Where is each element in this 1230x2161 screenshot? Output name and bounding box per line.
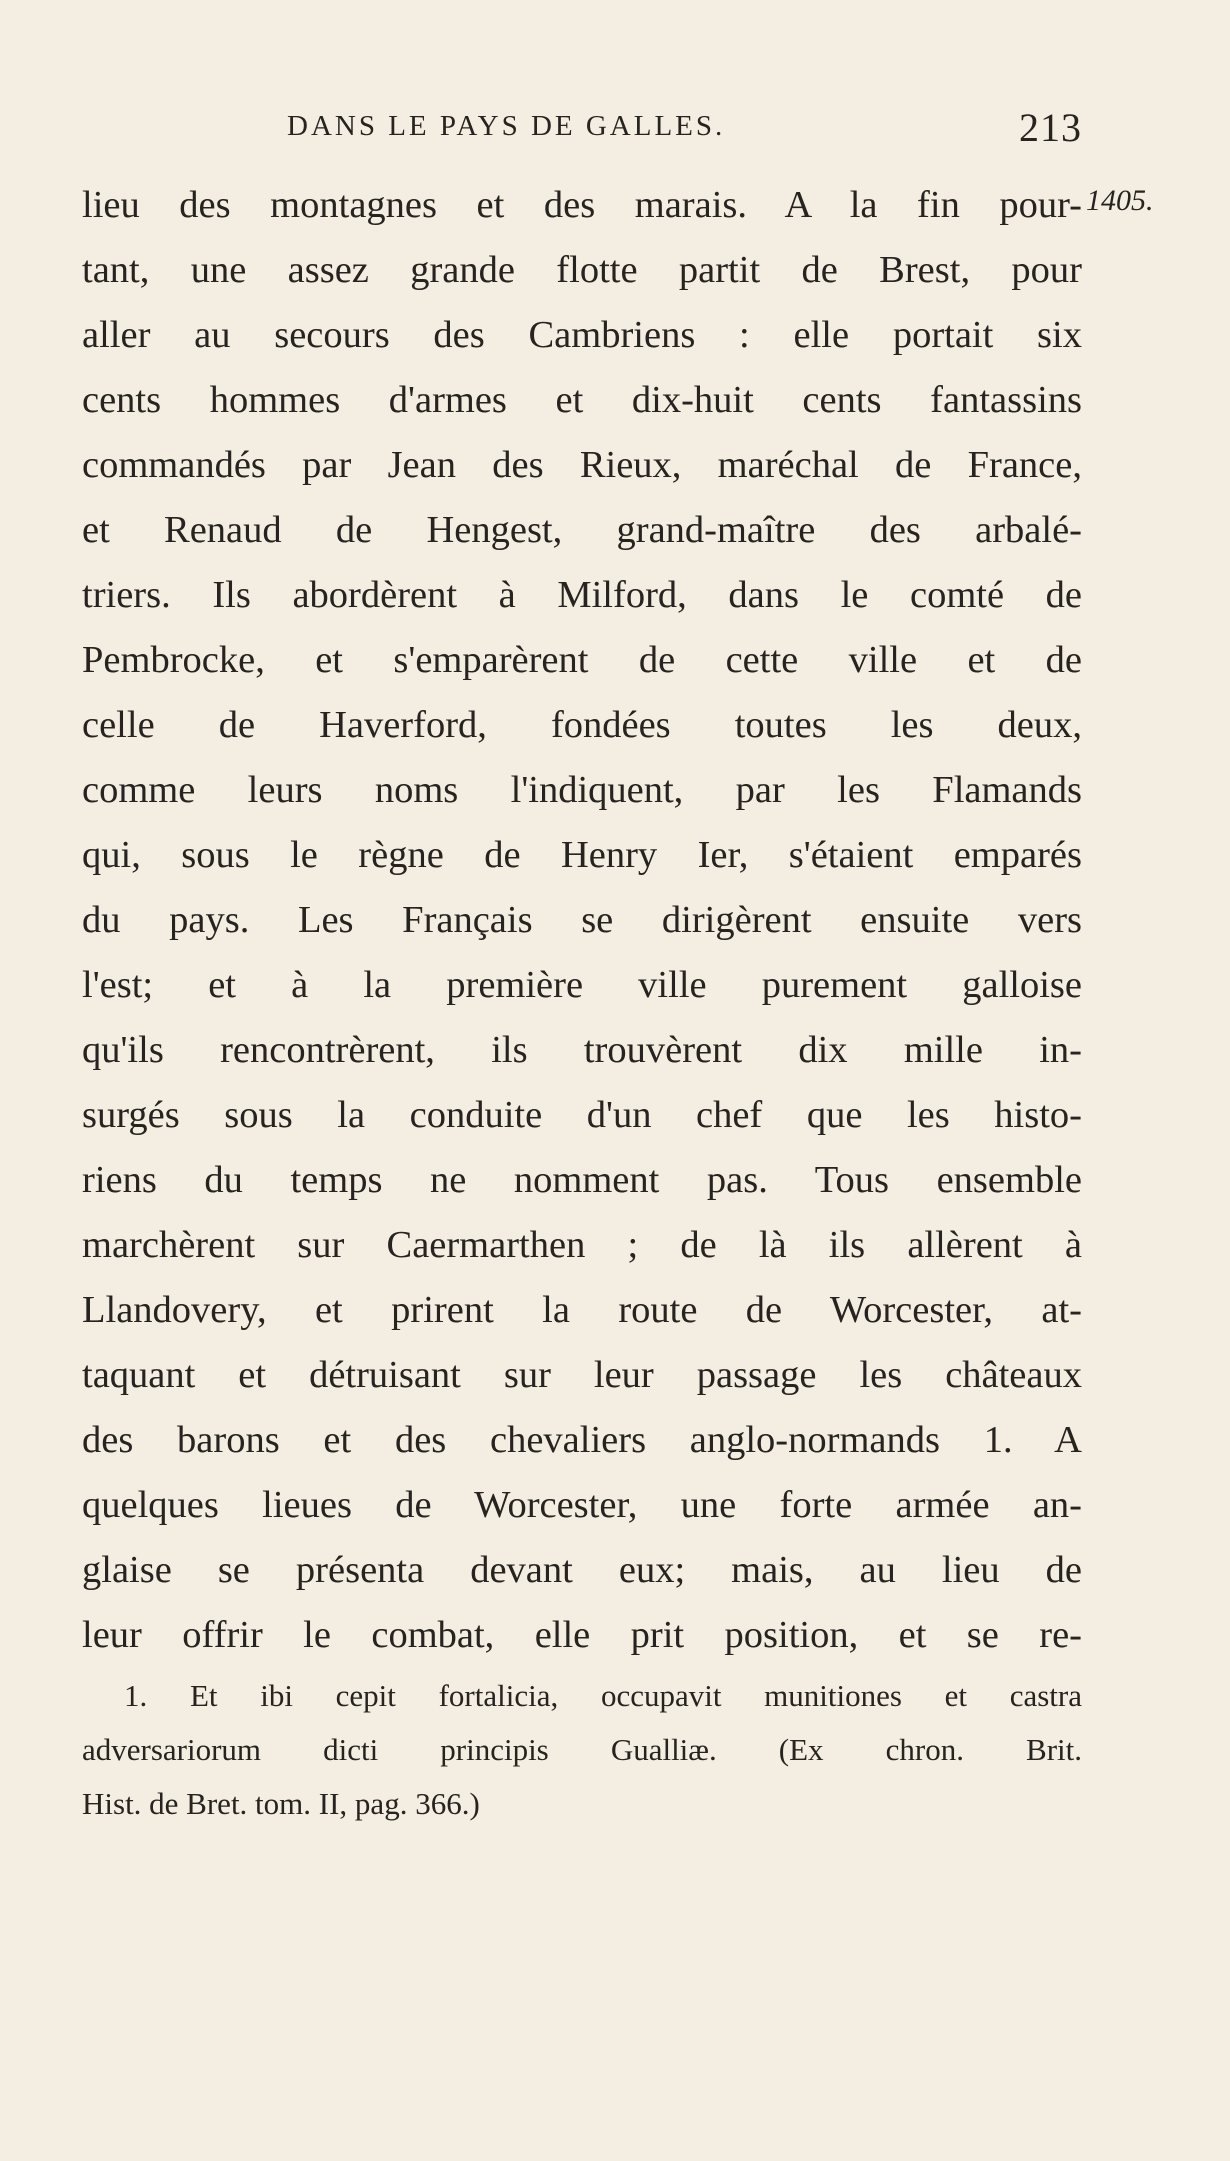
body-line: lieu des montagnes et des marais. A la fin pour- [82,184,1082,226]
page-number: 213 [1019,105,1082,150]
body-line: glaise se présenta devant eux; mais, au lieu de [82,1549,1082,1591]
margin-year-note: 1405. [1086,184,1154,217]
footnote-line: adversariorum dicti principis Gualliæ. (Ex chron. Brit. [82,1732,1082,1767]
body-line: tant, une assez grande flotte partit de Brest, pour [82,249,1082,291]
footnote [82,1669,1082,1831]
body-line: qui, sous le règne de Henry Ier, s'étaient emparés [82,834,1082,876]
body-line: du pays. Les Français se dirigèrent ensuite vers [82,899,1082,941]
footnote-line: Hist. de Bret. tom. II, pag. 366.) [82,1786,480,1821]
body-line: quelques lieues de Worcester, une forte armée an- [82,1484,1082,1526]
body-line: triers. Ils abordèrent à Milford, dans le comté de [82,574,1082,616]
body-line: leur offrir le combat, elle prit position, et se re- [82,1614,1082,1656]
body-line: celle de Haverford, fondées toutes les deux, [82,704,1082,746]
body-line: commandés par Jean des Rieux, maréchal de France, [82,444,1082,486]
body-line: cents hommes d'armes et dix-huit cents fantassins [82,379,1082,421]
body-line: des barons et des chevaliers anglo-normands 1. A [82,1419,1082,1461]
body-line: marchèrent sur Caermarthen ; de là ils allèrent à [82,1224,1082,1266]
running-head [82,104,1082,152]
body-line: comme leurs noms l'indiquent, par les Flamands [82,769,1082,811]
footnote-line: 1. Et ibi cepit fortalicia, occupavit munitiones et castra [124,1678,1082,1713]
body-line: qu'ils rencontrèrent, ils trouvèrent dix mille in- [82,1029,1082,1071]
running-title: DANS LE PAYS DE GALLES. [287,110,726,142]
body-line: surgés sous la conduite d'un chef que les histo- [82,1094,1082,1136]
body-line: aller au secours des Cambriens : elle portait six [82,314,1082,356]
body-text [82,173,1082,1668]
body-line: riens du temps ne nomment pas. Tous ensemble [82,1159,1082,1201]
body-line: l'est; et à la première ville purement galloise [82,964,1082,1006]
body-line: Llandovery, et prirent la route de Worcester, at- [82,1289,1082,1331]
body-line: taquant et détruisant sur leur passage les châteaux [82,1354,1082,1396]
body-line: et Renaud de Hengest, grand-maître des arbalé- [82,509,1082,551]
body-line: Pembrocke, et s'emparèrent de cette ville et de [82,639,1082,681]
